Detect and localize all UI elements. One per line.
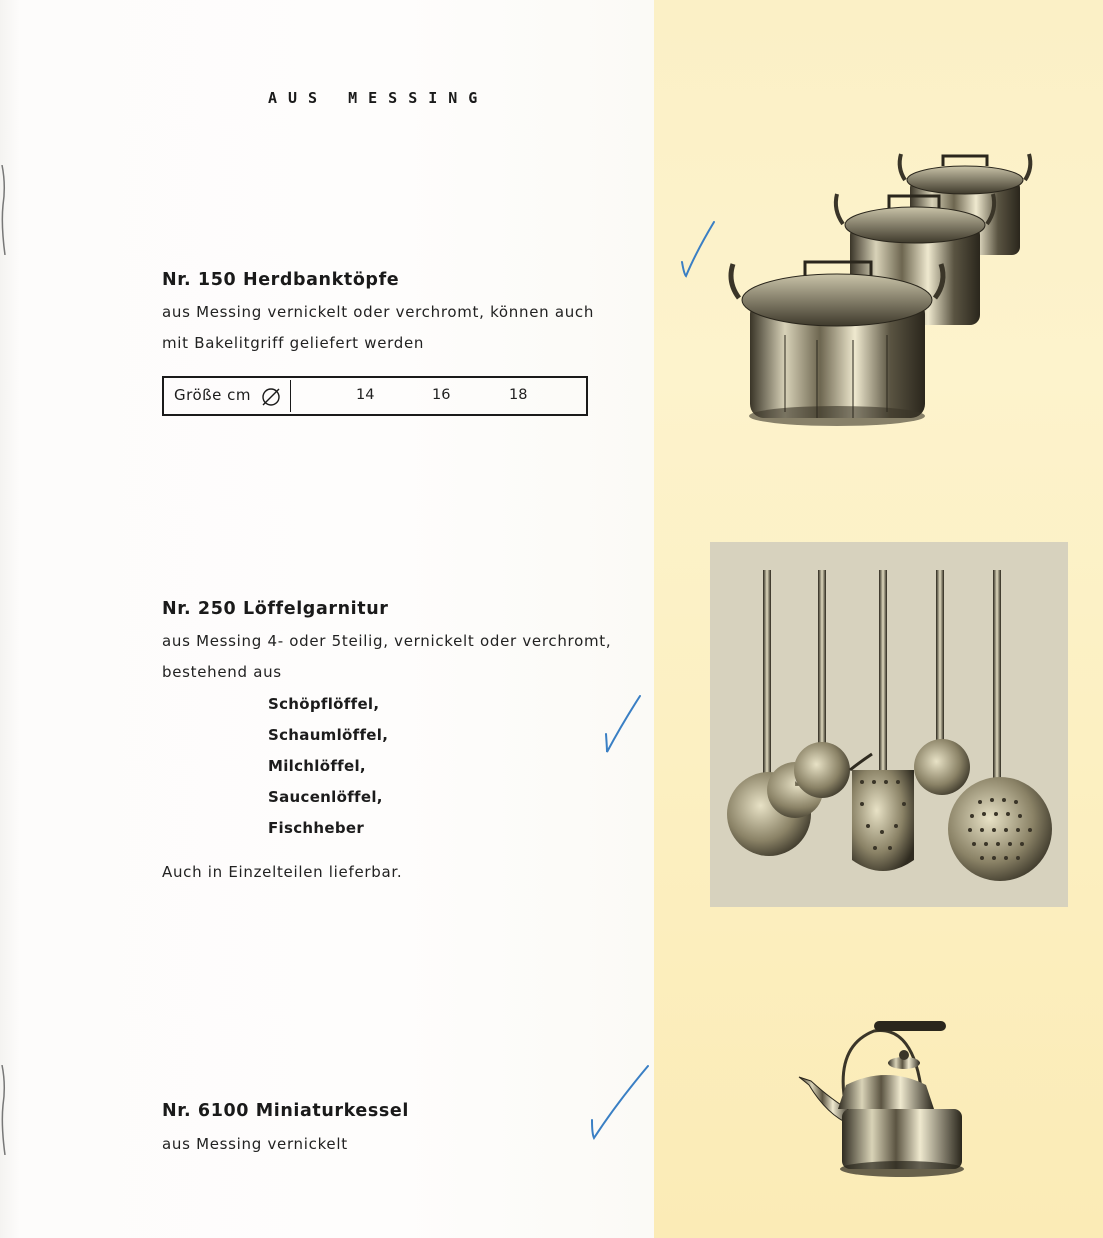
product-description-line: aus Messing vernickelt oder verchromt, können auch (162, 303, 595, 321)
part-item: Schöpflöffel, (268, 695, 380, 713)
part-item: Fischheber (268, 819, 365, 837)
kettle-illustration (796, 1015, 971, 1180)
product-title: Nr. 6100 Miniaturkessel (162, 1101, 409, 1121)
product-note: Auch in Einzelteilen lieferbar. (162, 863, 403, 881)
product-description-line: bestehend aus (162, 663, 282, 681)
product-description-line: aus Messing 4- oder 5teilig, vernickelt oder verchromt, (162, 632, 612, 650)
check-mark-icon (586, 1062, 652, 1142)
product-description-line: mit Bakelitgriff geliefert werden (162, 334, 425, 352)
part-item: Milchlöffel, (268, 757, 366, 775)
page-heading: AUS MESSING (268, 89, 489, 107)
check-mark-icon (676, 218, 718, 280)
size-value: 18 (509, 387, 528, 403)
check-mark-icon (600, 694, 644, 756)
size-value: 16 (432, 387, 451, 403)
hanging-ladle-set-illustration (710, 542, 1068, 907)
binding-stitch-icon (0, 1065, 8, 1155)
part-item: Schaumlöffel, (268, 726, 389, 744)
size-value: 14 (356, 387, 375, 403)
diameter-icon (260, 386, 282, 408)
product-title: Nr. 250 Löffelgarnitur (162, 599, 389, 619)
product-description-line: aus Messing vernickelt (162, 1135, 348, 1153)
product-title: Nr. 150 Herdbanktöpfe (162, 270, 400, 290)
size-table (162, 376, 588, 416)
stacked-cooking-pots-illustration (725, 150, 1045, 430)
binding-stitch-icon (0, 165, 8, 255)
size-table-divider (290, 380, 291, 412)
part-item: Saucenlöffel, (268, 788, 383, 806)
size-label: Größe cm (174, 386, 251, 404)
